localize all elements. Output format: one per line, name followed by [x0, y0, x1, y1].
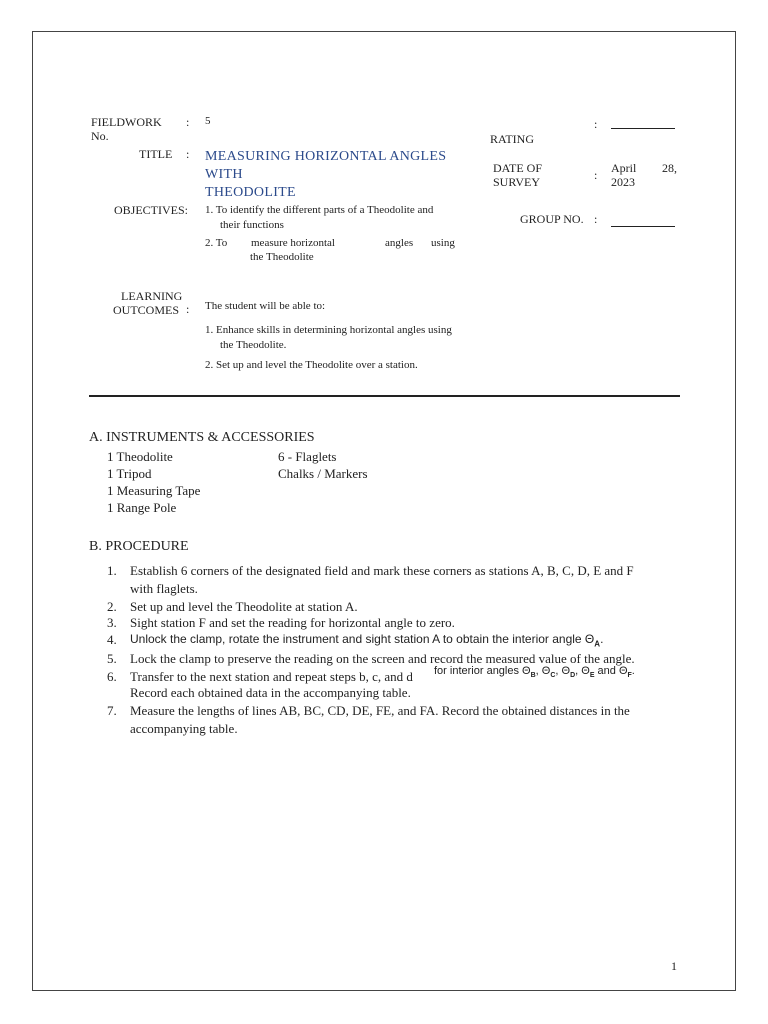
step-number: 7. — [107, 703, 117, 718]
step-text: with flaglets. — [130, 581, 198, 596]
step-number: 3. — [107, 615, 117, 630]
fieldwork-label-no: No. — [91, 129, 109, 143]
step-number: 2. — [107, 599, 117, 614]
objective-2-word-3: angles — [385, 237, 414, 249]
fieldwork-label: FIELDWORK — [91, 115, 162, 129]
objective-2-word-4: using — [431, 237, 455, 249]
step-number: 6. — [107, 669, 117, 684]
step-number: 4. — [107, 632, 117, 647]
step-6-sub: E — [589, 672, 595, 680]
outcomes-colon: : — [186, 302, 190, 316]
step-4-subscript: A — [594, 639, 601, 649]
step-6-extra-text: for interior angles Θ — [434, 665, 531, 677]
title-label: TITLE — [139, 147, 173, 161]
objective-2-line-2: the Theodolite — [250, 251, 314, 263]
date-value-day: 28, — [662, 161, 677, 175]
step-text — [130, 632, 603, 648]
step-6-sub: B — [530, 672, 536, 680]
date-colon: : — [594, 168, 598, 182]
step-6-extra: for interior angles $\Theta_B$, $\Theta_C$, $\Theta_D$, $\Theta_E$ and $\Theta_F$. — [434, 665, 635, 680]
section-divider — [89, 395, 680, 397]
step-text: Sight station F and set the reading for horizontal angle to zero. — [130, 615, 455, 630]
page-number: 1 — [671, 959, 677, 973]
outcomes-label-1: LEARNING — [121, 289, 183, 303]
step-number: 5. — [107, 651, 117, 666]
objective-2-word-2: measure horizontal — [251, 237, 335, 249]
objective-1-line-2: their functions — [220, 219, 284, 231]
outcomes-intro: The student will be able to: — [205, 300, 326, 312]
group-blank — [611, 226, 675, 227]
instrument-item: 1 Range Pole — [107, 500, 177, 515]
group-colon: : — [594, 212, 598, 226]
fieldwork-value: 5 — [205, 115, 211, 127]
step-text: Set up and level the Theodolite at station A. — [130, 599, 358, 614]
title-colon: : — [186, 147, 190, 161]
rating-blank — [611, 128, 675, 129]
outcome-2: 2. Set up and level the Theodolite over a station. — [205, 359, 418, 371]
step-6-sub: D — [570, 672, 576, 680]
objective-1-line-1: 1. To identify the different parts of a Theodolite and — [205, 204, 434, 216]
rating-label: RATING — [490, 132, 534, 146]
objective-2-word-1: 2. To — [205, 237, 228, 249]
title-line-2: WITH — [205, 167, 243, 182]
outcome-1-line-2: the Theodolite. — [220, 339, 287, 351]
date-label-1: DATE OF — [493, 161, 543, 175]
step-6-sub: C — [550, 672, 556, 680]
step-text: Transfer to the next station and repeat steps b, c, and d — [130, 669, 413, 684]
step-text: accompanying table. — [130, 721, 238, 736]
instrument-item: 1 Tripod — [107, 466, 152, 481]
instrument-item: 1 Measuring Tape — [107, 483, 201, 498]
group-label: GROUP NO. — [520, 212, 584, 226]
step-text: Measure the lengths of lines AB, BC, CD, DE, FE, and FA. Record the obtained distances in the — [130, 703, 630, 718]
outcomes-label-2: OUTCOMES — [113, 303, 180, 317]
fieldwork-colon: : — [186, 115, 190, 129]
step-text: Establish 6 corners of the designated field and mark these corners as stations A, B, C, D, E and F — [130, 563, 634, 578]
outcome-1-line-1: 1. Enhance skills in determining horizontal angles using — [205, 324, 452, 336]
step-4-tail: . — [600, 632, 604, 646]
title-line-3: THEODOLITE — [205, 185, 296, 200]
rating-colon: : — [594, 117, 598, 131]
date-value-month: April — [611, 161, 637, 175]
step-text: Lock the clamp to preserve the reading on the screen and record the measured value of the angle. — [130, 651, 635, 666]
step-4-text: Unlock the clamp, rotate the instrument and sight station A to obtain the interior angle Θ — [130, 632, 595, 646]
accessory-item: 6 - Flaglets — [278, 449, 337, 464]
step-number: 1. — [107, 563, 117, 578]
instruments-heading: A. INSTRUMENTS & ACCESSORIES — [89, 430, 315, 445]
procedure-heading: B. PROCEDURE — [89, 539, 189, 554]
date-label-2: SURVEY — [493, 175, 541, 189]
title-line-1: MEASURING HORIZONTAL ANGLES — [205, 149, 447, 164]
objectives-label: OBJECTIVES: — [114, 203, 189, 217]
accessory-item: Chalks / Markers — [278, 466, 368, 481]
step-6-sub: F — [627, 672, 632, 680]
step-text: Record each obtained data in the accompanying table. — [130, 685, 411, 700]
date-value-year: 2023 — [611, 175, 635, 189]
instrument-item: 1 Theodolite — [107, 449, 173, 464]
